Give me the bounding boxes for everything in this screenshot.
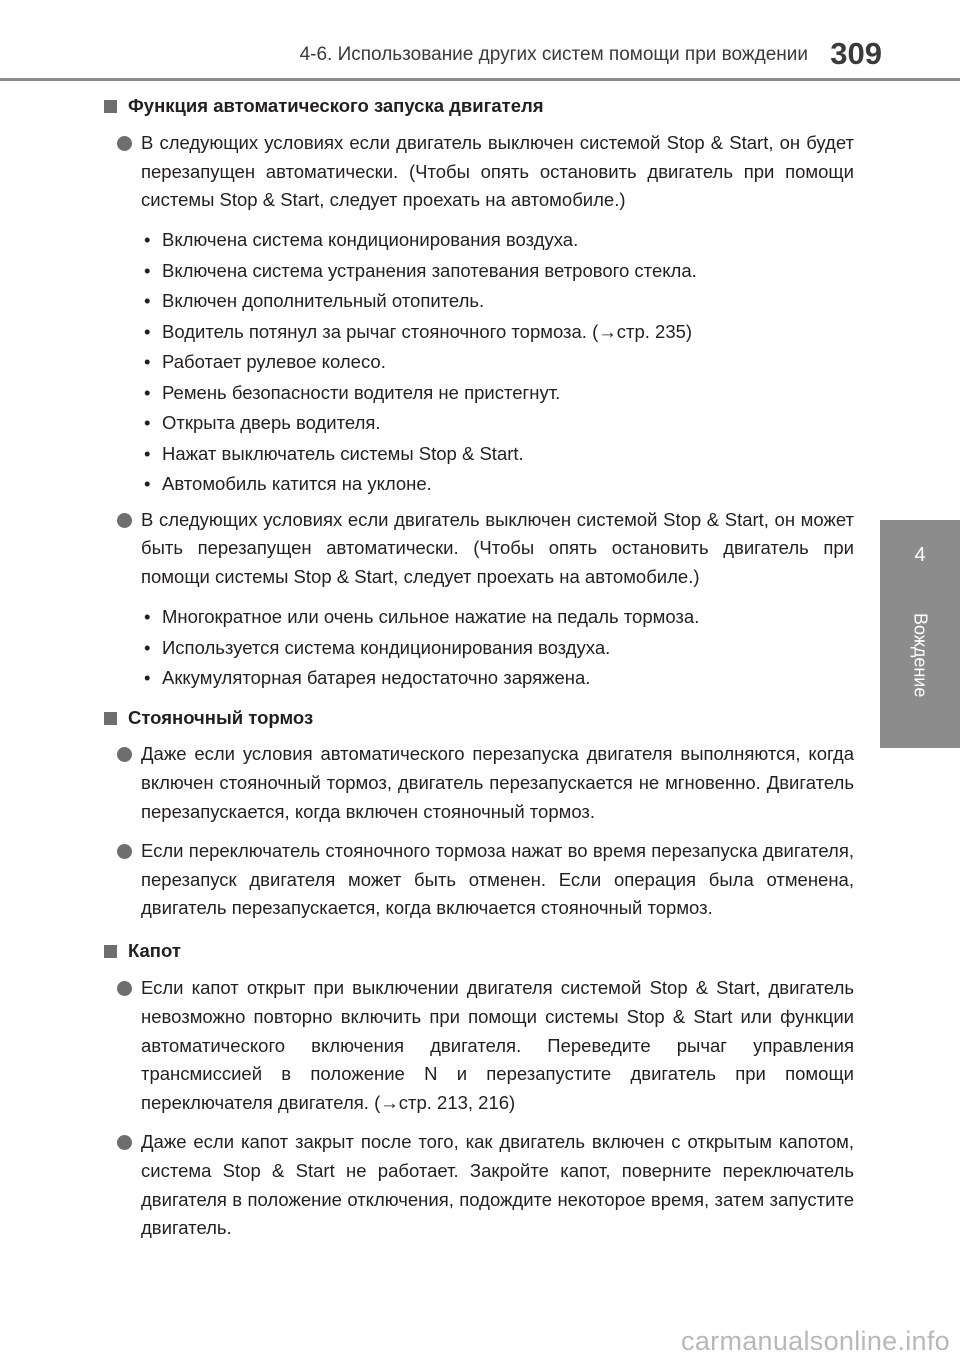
list-item: • Аккумуляторная батарея недостаточно заряжена. <box>144 663 854 694</box>
list-item: • Ремень безопасности водителя не пристегнут. <box>144 378 854 409</box>
bullet-paragraph <box>104 740 854 826</box>
circle-bullet-icon <box>117 513 132 528</box>
page-content <box>104 92 854 1253</box>
chapter-label: Вождение <box>910 613 931 698</box>
watermark: carmanualsonline.info <box>681 1326 950 1356</box>
condition-list <box>144 602 854 694</box>
bullet-paragraph <box>104 974 854 1118</box>
circle-bullet-icon <box>117 1135 132 1150</box>
condition-list <box>144 225 854 500</box>
list-item: • Водитель потянул за рычаг стояночного тормоза. (→стр. 235) <box>144 317 854 348</box>
header-title: 4-6. Использование других систем помощи при вождении <box>299 44 808 65</box>
bullet-paragraph <box>104 837 854 923</box>
chapter-number: 4 <box>914 544 926 566</box>
paragraph-text: Даже если капот закрыт после того, как двигатель включен с открытым капотом, система Stop & Start не работает. Закройте капот, поверните переключатель двигателя в положение отключения, подождите некоторое время, затем запустите двигатель. <box>141 1130 854 1239</box>
paragraph-text: В следующих условиях если двигатель выключен системой Stop & Start, он может быть перезапущен автоматически. (Чтобы опять остановить двигатель при помощи системы Stop & Start, следует проехать на автомобиле.) <box>141 508 854 588</box>
paragraph-text: Если капот открыт при выключении двигателя системой Stop & Start, двигатель невозможно повторно включить при помощи системы Stop & Start или функции автоматического включения двигателя. Переведите рычаг управления трансмиссией в положение N и перезапустите двигатель при помощи переключателя двигателя. (→стр. 213, 216) <box>141 976 854 1114</box>
bullet-paragraph <box>104 1128 854 1243</box>
header-divider <box>0 78 960 81</box>
square-bullet-icon <box>104 712 117 725</box>
section-heading-text: Функция автоматического запуска двигателя <box>128 95 544 116</box>
page-number: 309 <box>830 36 882 71</box>
list-item: • Включена система устранения запотевания ветрового стекла. <box>144 256 854 287</box>
list-item: • Открыта дверь водителя. <box>144 408 854 439</box>
list-item: • Нажат выключатель системы Stop & Start. <box>144 439 854 470</box>
list-item: • Используется система кондиционирования воздуха. <box>144 633 854 664</box>
paragraph-text: Даже если условия автоматического перезапуска двигателя выполняются, когда включен стояночный тормоз, двигатель перезапускается не мгновенно. Двигатель перезапускается, когда включен стояночный тормоз. <box>141 743 854 822</box>
list-item: • Включена система кондиционирования воздуха. <box>144 225 854 256</box>
list-item: • Включен дополнительный отопитель. <box>144 286 854 317</box>
section-heading-text: Капот <box>128 940 181 962</box>
bullet-paragraph <box>104 506 854 592</box>
paragraph-text: Если переключатель стояночного тормоза нажат во время перезапуска двигателя, перезапуск двигателя может быть отменен. Если операция была отменена, двигатель перезапускается, когда включается стояночный тормоз. <box>141 839 854 919</box>
section-heading <box>104 937 854 966</box>
square-bullet-icon <box>104 100 117 113</box>
list-item: • Автомобиль катится на уклоне. <box>144 469 854 500</box>
circle-bullet-icon <box>117 747 132 762</box>
paragraph-text: В следующих условиях если двигатель выключен системой Stop & Start, он будет перезапущен автоматически. (Чтобы опять остановить двигатель при помощи системы Stop & Start, следует проехать на автомобиле.) <box>141 131 854 211</box>
circle-bullet-icon <box>117 981 132 996</box>
section-heading <box>104 704 854 733</box>
chapter-tab[interactable] <box>880 520 960 601</box>
chapter-label-tab[interactable] <box>880 601 960 748</box>
bullet-paragraph <box>104 129 854 215</box>
page-header <box>0 0 960 82</box>
list-item: • Многократное или очень сильное нажатие на педаль тормоза. <box>144 602 854 633</box>
section-heading <box>104 92 854 121</box>
section-heading-text: Стояночный тормоз <box>128 706 314 728</box>
circle-bullet-icon <box>117 844 132 859</box>
circle-bullet-icon <box>117 136 132 151</box>
square-bullet-icon <box>104 945 117 958</box>
list-item: • Работает рулевое колесо. <box>144 347 854 378</box>
